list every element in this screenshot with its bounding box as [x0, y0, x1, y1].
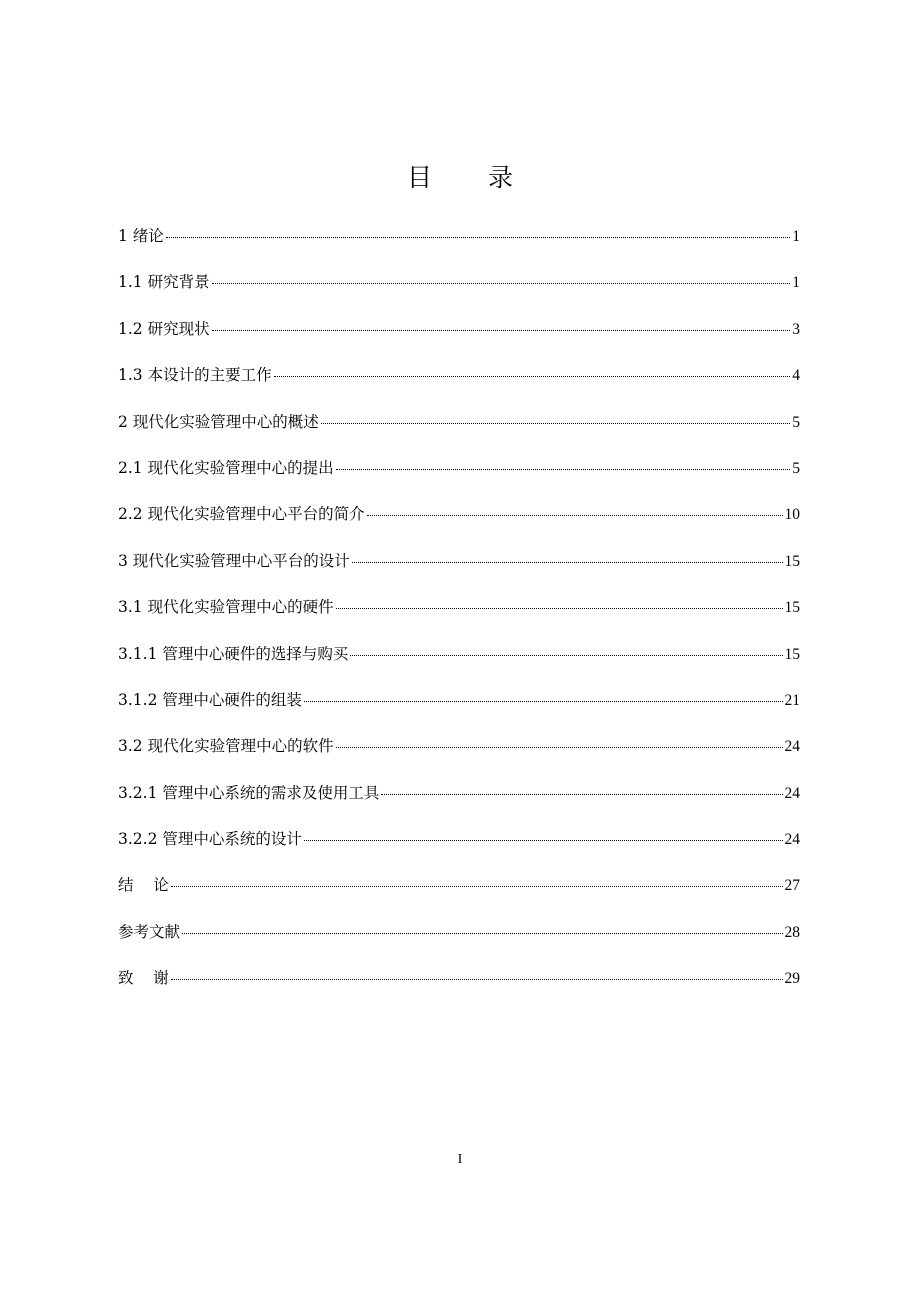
toc-entry-page: 24 — [784, 738, 800, 756]
toc-entry[interactable] — [118, 498, 800, 544]
toc-leader-dots — [212, 330, 791, 331]
toc-leader-dots — [350, 655, 782, 656]
toc-entry-page: 1 — [792, 274, 800, 292]
toc-entry[interactable] — [118, 962, 800, 1008]
toc-entry-label: 1.1 研究背景 — [118, 273, 210, 292]
toc-entry-label: 3.2.1 管理中心系统的需求及使用工具 — [118, 783, 380, 802]
toc-entry-label: 2.2 现代化实验管理中心平台的简介 — [118, 505, 365, 524]
toc-leader-dots — [171, 886, 783, 887]
page-title: 目 录 — [407, 163, 537, 192]
toc-entry-page: 24 — [784, 784, 800, 802]
toc-entry[interactable] — [118, 266, 800, 312]
toc-leader-dots — [336, 469, 791, 470]
toc-leader-dots — [182, 933, 782, 934]
toc-entry-label: 1 绪论 — [118, 227, 164, 245]
table-of-contents — [118, 220, 800, 1009]
toc-entry-label: 1.3 本设计的主要工作 — [118, 366, 272, 385]
toc-entry-page: 15 — [784, 552, 800, 570]
toc-entry-page: 5 — [792, 459, 800, 477]
toc-entry[interactable] — [118, 313, 800, 359]
toc-entry-page: 15 — [784, 599, 800, 617]
toc-entry-page: 27 — [784, 877, 800, 895]
toc-entry[interactable] — [118, 545, 800, 591]
toc-leader-dots — [171, 979, 783, 980]
toc-entry-page: 15 — [784, 645, 800, 663]
toc-entry[interactable] — [118, 730, 800, 776]
toc-entry[interactable] — [118, 359, 800, 405]
toc-entry[interactable] — [118, 638, 800, 684]
toc-entry-page: 4 — [792, 367, 800, 385]
toc-leader-dots — [166, 237, 790, 238]
toc-leader-dots — [352, 562, 783, 563]
toc-entry-label: 3.1.2 管理中心硬件的组装 — [118, 690, 302, 709]
toc-entry-label: 3.1.1 管理中心硬件的选择与购买 — [118, 644, 349, 663]
toc-entry[interactable] — [118, 823, 800, 869]
toc-leader-dots — [212, 283, 791, 284]
toc-entry[interactable] — [118, 452, 800, 498]
toc-leader-dots — [336, 608, 783, 609]
toc-leader-dots — [321, 423, 790, 424]
toc-entry[interactable] — [118, 777, 800, 823]
toc-entry-label: 3 现代化实验管理中心平台的设计 — [118, 551, 350, 570]
toc-leader-dots — [304, 701, 783, 702]
toc-entry-label: 1.2 研究现状 — [118, 319, 210, 338]
toc-entry[interactable] — [118, 916, 800, 962]
toc-entry-page: 28 — [784, 923, 800, 941]
toc-entry-page: 3 — [792, 320, 800, 338]
toc-entry-page: 21 — [784, 691, 800, 709]
toc-entry[interactable] — [118, 869, 800, 915]
toc-entry[interactable] — [118, 220, 800, 266]
toc-entry-page: 10 — [784, 506, 800, 524]
toc-entry-label: 结 论 — [118, 876, 169, 895]
toc-entry-page: 24 — [784, 831, 800, 849]
toc-entry-page: 5 — [792, 413, 800, 431]
toc-leader-dots — [274, 376, 791, 377]
toc-entry-page: 1 — [792, 228, 800, 245]
page-number: I — [457, 1152, 463, 1167]
toc-leader-dots — [381, 794, 782, 795]
toc-entry-label: 3.1 现代化实验管理中心的硬件 — [118, 598, 334, 617]
toc-entry[interactable] — [118, 406, 800, 452]
toc-entry-label: 2.1 现代化实验管理中心的提出 — [118, 458, 334, 477]
toc-leader-dots — [367, 515, 783, 516]
toc-entry-label: 3.2.2 管理中心系统的设计 — [118, 830, 302, 849]
toc-entry-label: 参考文献 — [118, 922, 181, 941]
toc-leader-dots — [304, 840, 783, 841]
toc-entry-label: 2 现代化实验管理中心的概述 — [118, 412, 319, 431]
toc-entry-label: 3.2 现代化实验管理中心的软件 — [118, 737, 334, 756]
toc-entry[interactable] — [118, 684, 800, 730]
toc-leader-dots — [336, 747, 783, 748]
toc-entry-label: 致 谢 — [118, 969, 169, 988]
toc-entry-page: 29 — [784, 970, 800, 988]
toc-entry[interactable] — [118, 591, 800, 637]
